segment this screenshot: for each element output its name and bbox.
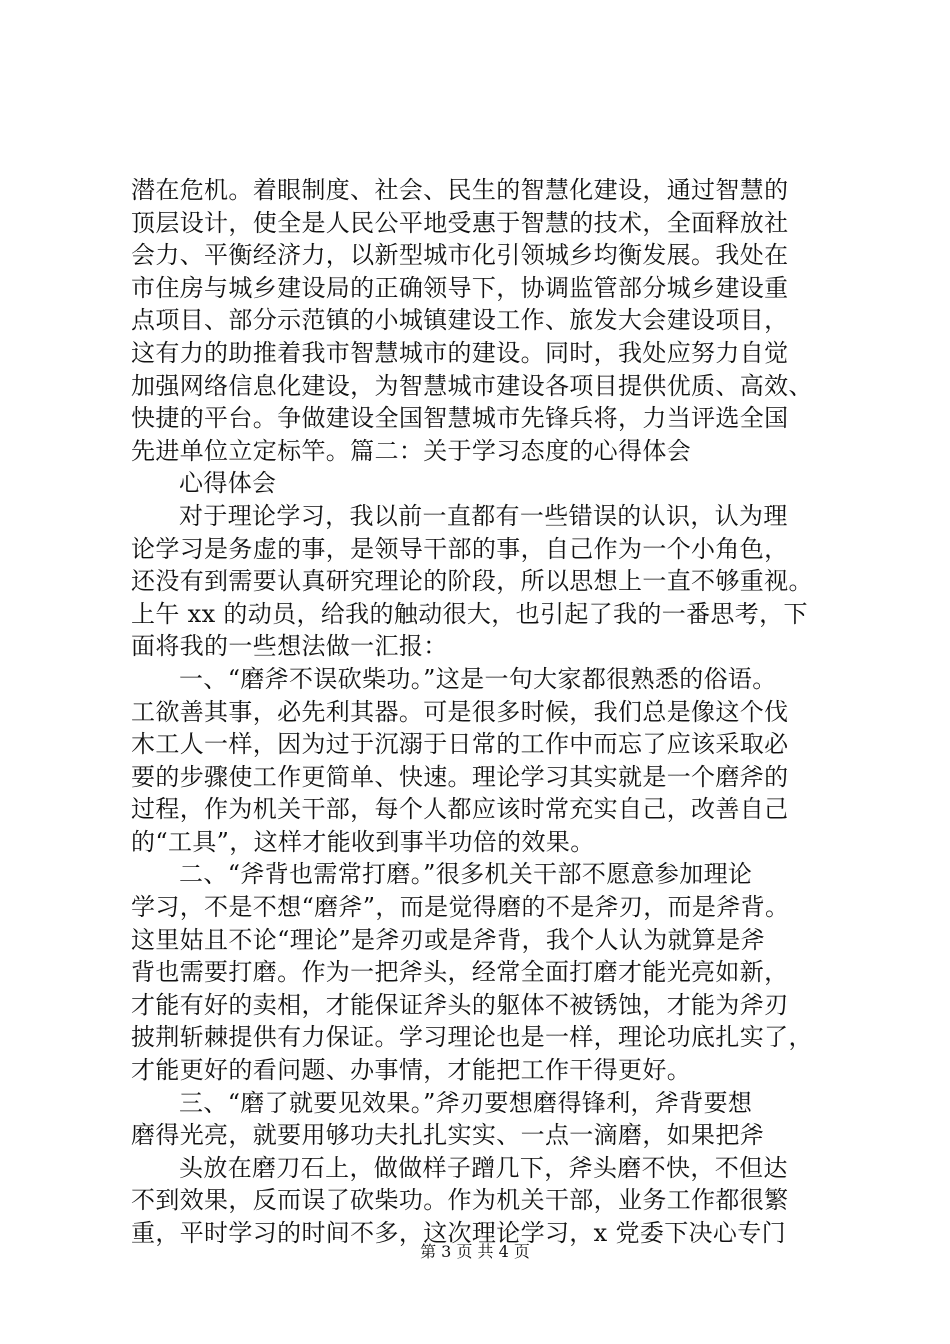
text-line: 一、“磨斧不误砍柴功。”这是一句大家都很熟悉的俗语。 — [179, 664, 777, 693]
text-line: 对于理论学习，我以前一直都有一些错误的认识，认为理 — [179, 501, 788, 530]
text-line: 工欲善其事，必先利其器。可是很多时候，我们总是像这个伐 — [131, 697, 789, 726]
text-line: 过程，作为机关干部，每个人都应该时常充实自己，改善自己 — [131, 795, 789, 824]
text-line: 才能有好的卖相，才能保证斧头的躯体不被锈蚀，才能为斧刃 — [131, 990, 789, 1019]
text-line: 背也需要打磨。作为一把斧头，经常全面打磨才能光亮如新， — [131, 958, 789, 987]
text-line: 快捷的平台。争做建设全国智慧城市先锋兵将，力当评选全国 — [131, 404, 789, 433]
text-line: 心得体会 — [179, 469, 277, 498]
text-line: 磨得光亮，就要用够功夫扎扎实实、一点一滴磨，如果把斧 — [131, 1121, 765, 1150]
text-line: 三、“磨了就要见效果。”斧刃要想磨得锋利，斧背要想 — [179, 1088, 753, 1117]
text-line: 会力、平衡经济力，以新型城市化引领城乡均衡发展。我处在 — [131, 241, 789, 270]
text-line: 重，平时学习的时间不多，这次理论学习，x 党委下决心专门 — [131, 1219, 786, 1247]
text-line: 还没有到需要认真研究理论的阶段，所以思想上一直不够重视。 — [131, 567, 813, 596]
text-line: 这有力的助推着我市智慧城市的建设。同时，我处应努力自觉 — [131, 338, 789, 367]
text-line: 的“工具”，这样才能收到事半功倍的效果。 — [131, 827, 595, 856]
text-line: 木工人一样，因为过于沉溺于日常的工作中而忘了应该采取必 — [131, 730, 789, 759]
text-line: 顶层设计，使全是人民公平地受惠于智慧的技术，全面释放社 — [131, 208, 789, 237]
text-line: 论学习是务虚的事，是领导干部的事，自己作为一个小角色， — [131, 534, 789, 563]
text-line: 学习，不是不想“磨斧”，而是觉得磨的不是斧刃，而是斧背。 — [131, 893, 790, 922]
text-line: 市住房与城乡建设局的正确领导下，协调监管部分城乡建设重 — [131, 273, 789, 302]
text-line: 面将我的一些想法做一汇报： — [131, 632, 448, 661]
text-line: 这里姑且不论“理论”是斧刃或是斧背，我个人认为就算是斧 — [131, 925, 765, 954]
text-line: 上午 xx 的动员，给我的触动很大，也引起了我的一番思考，下 — [131, 599, 808, 628]
text-line: 潜在危机。着眼制度、社会、民生的智慧化建设，通过智慧的 — [131, 176, 789, 204]
text-line: 加强网络信息化建设，为智慧城市建设各项目提供优质、高效、 — [131, 371, 813, 400]
text-line: 才能更好的看问题、办事情，才能把工作干得更好。 — [131, 1056, 692, 1085]
page-footer: 第 3 页 共 4 页 — [420, 1242, 530, 1261]
text-line: 披荆斩棘提供有力保证。学习理论也是一样，理论功底扎实了， — [131, 1023, 813, 1052]
text-line: 点项目、部分示范镇的小城镇建设工作、旅发大会建设项目， — [131, 306, 789, 335]
body-text — [131, 174, 831, 1250]
text-line: 不到效果，反而误了砍柴功。作为机关干部，业务工作都很繁 — [131, 1186, 789, 1215]
text-line: 要的步骤使工作更简单、快速。理论学习其实就是一个磨斧的 — [131, 762, 789, 791]
text-line: 二、“斧背也需常打磨。”很多机关干部不愿意参加理论 — [179, 860, 753, 889]
text-line: 先进单位立定标竿。篇二：关于学习态度的心得体会 — [131, 436, 692, 465]
text-line: 头放在磨刀石上，做做样子蹭几下，斧头磨不快，不但达 — [179, 1153, 788, 1182]
